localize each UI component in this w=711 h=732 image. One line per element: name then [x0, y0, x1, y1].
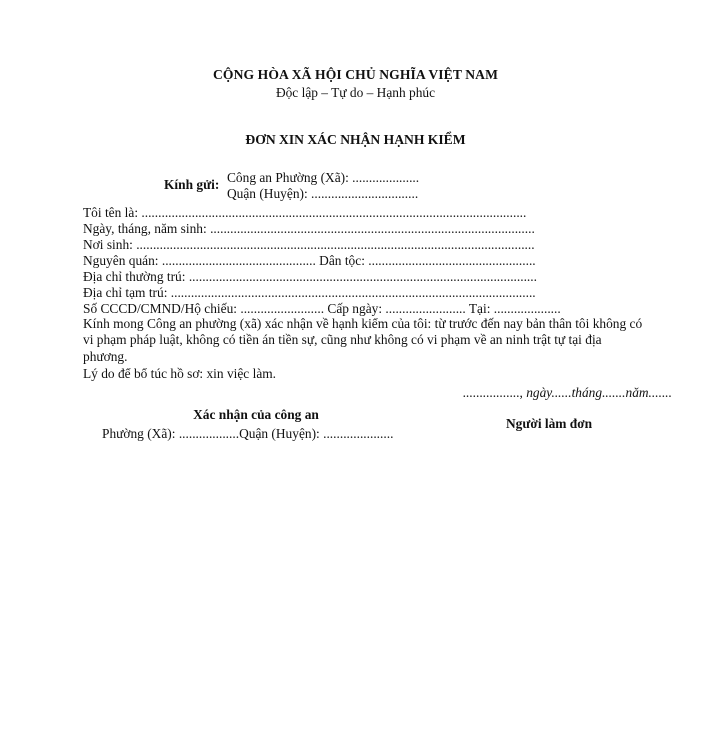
request-paragraph: Kính mong Công an phường (xã) xác nhận về hạnh kiểm của tôi: từ trước đến nay bản thân tôi không có vi phạm pháp luật, không có tiền án tiền sự, cũng như không có vi phạm về an ninh trật tự tại địa phương. — [83, 316, 643, 364]
recipient-district-line: Quận (Huyện): ................................ — [227, 186, 419, 201]
recipient-ward-line: Công an Phường (Xã): .................... — [227, 170, 420, 185]
field-permanent-address: Địa chỉ thường trú: ........................................................................................................ — [83, 269, 537, 284]
field-temporary-address: Địa chỉ tạm trú: ............................................................................................................. — [83, 285, 536, 300]
police-confirmation-title: Xác nhận của công an — [193, 407, 319, 422]
date-text: ngày......tháng.......năm....... — [526, 385, 672, 400]
country-heading: CỘNG HÒA XÃ HỘI CHỦ NGHĨA VIỆT NAM — [213, 67, 498, 82]
field-hometown-ethnicity: Nguyên quán: .............................................. Dân tộc: .................................................. — [83, 253, 536, 268]
date-place: ................., — [462, 385, 527, 400]
document-title: ĐƠN XIN XÁC NHẬN HẠNH KIỂM — [245, 132, 466, 147]
reason-line: Lý do để bổ túc hồ sơ: xin việc làm. — [83, 366, 277, 381]
applicant-signature-label: Người làm đơn — [506, 416, 593, 431]
field-date-of-birth: Ngày, tháng, năm sinh: ................................................................................................. — [83, 221, 535, 236]
field-place-of-birth: Nơi sinh: ....................................................................................................................... — [83, 237, 535, 252]
field-full-name: Tôi tên là: ................................................................................................................... — [83, 205, 527, 220]
police-confirmation-line: Phường (Xã): ..................Quận (Huyện): ..................... — [102, 426, 394, 441]
national-motto: Độc lập – Tự do – Hạnh phúc — [275, 85, 436, 100]
date-line — [463, 385, 672, 401]
field-id-number: Số CCCD/CMND/Hộ chiếu: ......................... Cấp ngày: ........................ Tại: .................... — [83, 301, 561, 316]
recipient-label: Kính gửi: — [164, 177, 220, 192]
